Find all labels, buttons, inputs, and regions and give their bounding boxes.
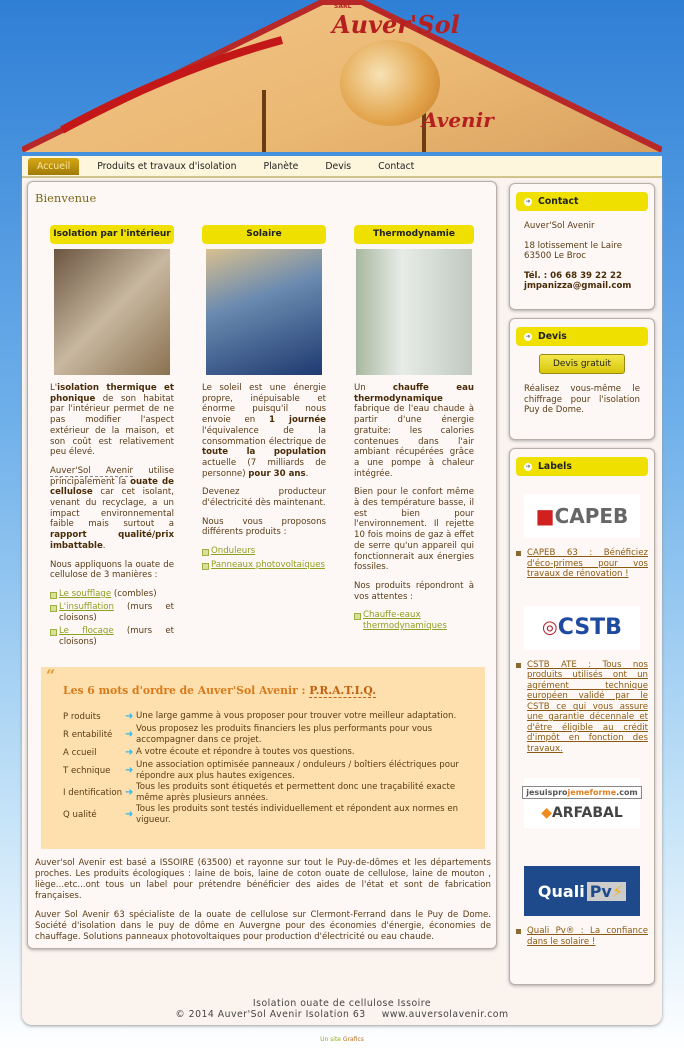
- list-item: [202, 546, 326, 556]
- arrow-icon: ➜: [125, 809, 134, 820]
- chauffe-eaux-link[interactable]: Chauffe-eaux thermodynamiques: [363, 610, 447, 631]
- main-nav: [22, 156, 662, 178]
- footer-isolation-link[interactable]: Isolation ouate de cellulose Issoire: [252, 998, 432, 1009]
- pratiq-row: I dentification ➜ Tous les produits sont étiquetés et permettent donc une traçabilité exacte même après plusieurs années.: [63, 782, 456, 803]
- capeb-logo[interactable]: ■ CAPEB: [524, 494, 640, 538]
- labels-box: [509, 448, 655, 985]
- pratiq-title: Les 6 mots d'ordre de Auver'Sol Avenir : P.R.A.T.I.Q.: [63, 684, 377, 697]
- pratiq-link[interactable]: P.R.A.T.I.Q.: [309, 684, 377, 697]
- email-link[interactable]: jmpanizza@gmail.com: [524, 281, 632, 291]
- nav-contact[interactable]: Contact: [378, 160, 415, 172]
- arrow-circle-icon: ➜: [525, 332, 531, 340]
- pratiq-row: T echnique ➜ Une association optimisée panneaux / onduleurs / boîtiers éléctriques pour répondre aux plus hautes exigences.: [63, 760, 459, 781]
- column-text: L'isolation thermique et phonique de son habitat par l'intérieur permet de ne pas modifier l'aspect extérieur de la maison, et son coût est relativement peu élevé. Auver'Sol Avenir utilise principalement la ouate de cellulose car cet isolant, venant du recyclage, a un impact environnemental faible mais surtout a rapport qualité/prix imbattable. Nous appliquons la ouate de cellulose de 3 manières : Le soufflage (combles) L'insufflation (murs et cloisons) Le flocage (murs et cloisons): [50, 383, 174, 647]
- nav-produits[interactable]: Produits et travaux d'isolation: [97, 160, 237, 172]
- cstb-link[interactable]: CSTB ATE : Tous nos produits utilisés ont un agrément technique européen validé par le CSTB ce qui vous assure une garantie décennale et d'être éligible au crédit d'impôt en fonction des travaux.: [516, 660, 648, 755]
- arrow-icon: ➜: [125, 787, 134, 798]
- pratiq-row: P roduits ➜ Une large gamme à vous proposer pour trouver votre meilleur adaptation.: [63, 711, 457, 722]
- intro-text: Auver'sol Avenir est basé a ISSOIRE (63500) et rayonne sur tout le Puy-de-dômes et les départements proches. Les produits écologiques : laine de bois, laine de coton ouate de cellulose, laine de mouton , liège...etc...ont tous un label pour prétendre bénéficier des aides de l'état et sont de fabrication françaises. Auver Sol Avenir 63 spécialiste de la ouate de cellulose sur Clermont-Ferrand dans le Puy de Dome. Société d'isolation dans le puy de dôme en Auvergne pour des économies d'énergie, économies de chauffage. Solutions panneaux photovoltaiques pour production d'électricité ou eau chaude.: [35, 858, 491, 942]
- contact-heading: ➜ Contact: [516, 192, 648, 211]
- arrow-circle-icon: ➜: [525, 462, 531, 470]
- header-banner: [22, 0, 662, 152]
- column-heading: Isolation par l'intérieur: [50, 225, 174, 244]
- list-item: [202, 560, 326, 570]
- nav-planete[interactable]: Planète: [263, 160, 299, 172]
- devis-gratuit-button[interactable]: Devis gratuit: [539, 354, 625, 374]
- column-solaire: [202, 225, 326, 573]
- column-heading: Thermodynamie: [354, 225, 474, 244]
- capeb-link[interactable]: CAPEB 63 : Bénéficiez d'éco-primes pour vos travaux de rénovation !: [516, 548, 648, 580]
- qualipv-link[interactable]: Quali Pv® : La confiance dans le solaire !: [516, 926, 648, 947]
- panneaux-link[interactable]: Panneaux photovoltaiques: [211, 559, 325, 570]
- insulation-worker-image: [54, 249, 170, 375]
- arfabal-logo[interactable]: jesuisprojemeforme.com ◆ARFABAL: [524, 778, 640, 828]
- pratiq-box: [41, 667, 485, 849]
- column-heading: Solaire: [202, 225, 326, 244]
- arrow-icon: ➜: [125, 765, 134, 776]
- arrow-icon: ➜: [125, 747, 134, 758]
- nav-devis[interactable]: Devis: [325, 160, 352, 172]
- arrow-icon: ➜: [125, 711, 134, 722]
- phone: Tél. : 06 68 39 22 22: [524, 270, 622, 281]
- arrow-circle-icon: ➜: [525, 197, 531, 205]
- page-title: Bienvenue: [35, 191, 97, 205]
- list-item: Le flocage (murs et cloisons): [50, 626, 174, 647]
- cstb-logo[interactable]: ◎ CSTB: [524, 606, 640, 650]
- quote-icon: “: [46, 666, 56, 685]
- soufflage-link[interactable]: Le soufflage: [59, 588, 112, 599]
- logo-text: Auver'Sol: [332, 10, 460, 39]
- devis-text: Réalisez vous-même le chiffrage pour l'isolation Puy de Dome.: [524, 384, 640, 415]
- devis-heading: ➜ Devis: [516, 327, 648, 346]
- insufflation-link[interactable]: L'insufflation: [59, 602, 114, 613]
- onduleurs-link[interactable]: Onduleurs: [211, 546, 256, 557]
- water-heater-image: [356, 249, 472, 375]
- solar-panels-image: [206, 249, 322, 375]
- logo-sarl: SARL: [334, 3, 352, 10]
- arrow-icon: ➜: [125, 729, 134, 740]
- company-link[interactable]: Auver'Sol Avenir: [50, 465, 134, 476]
- labels-heading: ➜ Labels: [516, 457, 648, 476]
- footer: Isolation ouate de cellulose Issoire © 2014 Auver'Sol Avenir Isolation 63 www.auversolavenir.com: [175, 998, 509, 1020]
- footer-company-link[interactable]: Auver'Sol Avenir Isolation 63: [217, 1009, 366, 1020]
- column-text: Un chauffe eau thermodynamique fabrique de l'eau chaude à partir d'une énergie gratuite: les calories contenues dans l'air ambiant récupérées grâce a une pompe à chaleur intégrée. Bien pour le confort même à des température basse, il est bien pour l'environnement. Il rejette 10 fois moins de gaz à effet de serre qu'un appareil qui fonctionnerait aux énergies fossiles. Nos produits répondront à vos attentes : Chauffe-eaux thermodynamiques: [354, 383, 474, 631]
- pratiq-row: R entabilité ➜ Vous proposez les produits financiers les plus performants pour vous accompagner dans ce projet.: [63, 724, 433, 745]
- devis-box: [509, 318, 655, 440]
- nav-accueil[interactable]: Accueil: [28, 158, 79, 175]
- flocage-link[interactable]: Le flocage: [59, 626, 114, 637]
- main-content: [27, 181, 497, 949]
- qualipv-logo[interactable]: Quali Pv⚡: [524, 866, 640, 916]
- grafics-link[interactable]: Grafics: [342, 1036, 364, 1043]
- column-text: Le soleil est une énergie propre, inépuisable et énorme puisqu'il nous envoie en 1 journée l'équivalence de la consommation électrique de toute la population actuelle (7 milliards de personne) pour 30 ans. Devenez producteur d'électricité dès maintenant. Nous vous proposons différents produits : Onduleurs Panneaux photovoltaiques: [202, 383, 326, 570]
- pratiq-row: Q ualité ➜ Tous les produits sont testés individuellement et répondent aux normes en vigueur.: [63, 804, 459, 825]
- pratiq-row: A ccueil ➜ A votre écoute et répondre à toutes vos questions.: [63, 747, 355, 758]
- column-isolation: [50, 225, 174, 650]
- column-thermodynamie: [354, 225, 474, 634]
- list-item: L'insufflation (murs et cloisons): [50, 602, 174, 623]
- logo-text-avenir: Avenir: [422, 108, 494, 132]
- contact-box: ➜ Contact Auver'Sol Avenir 18 lotissement le Laire 63500 Le Broc Tél. : 06 68 39 22 22 jmpanizza@gmail.com: [509, 183, 655, 310]
- list-item: [354, 610, 474, 631]
- list-item: Le soufflage (combles): [50, 589, 174, 599]
- credit: Un site Grafics: [320, 1036, 364, 1043]
